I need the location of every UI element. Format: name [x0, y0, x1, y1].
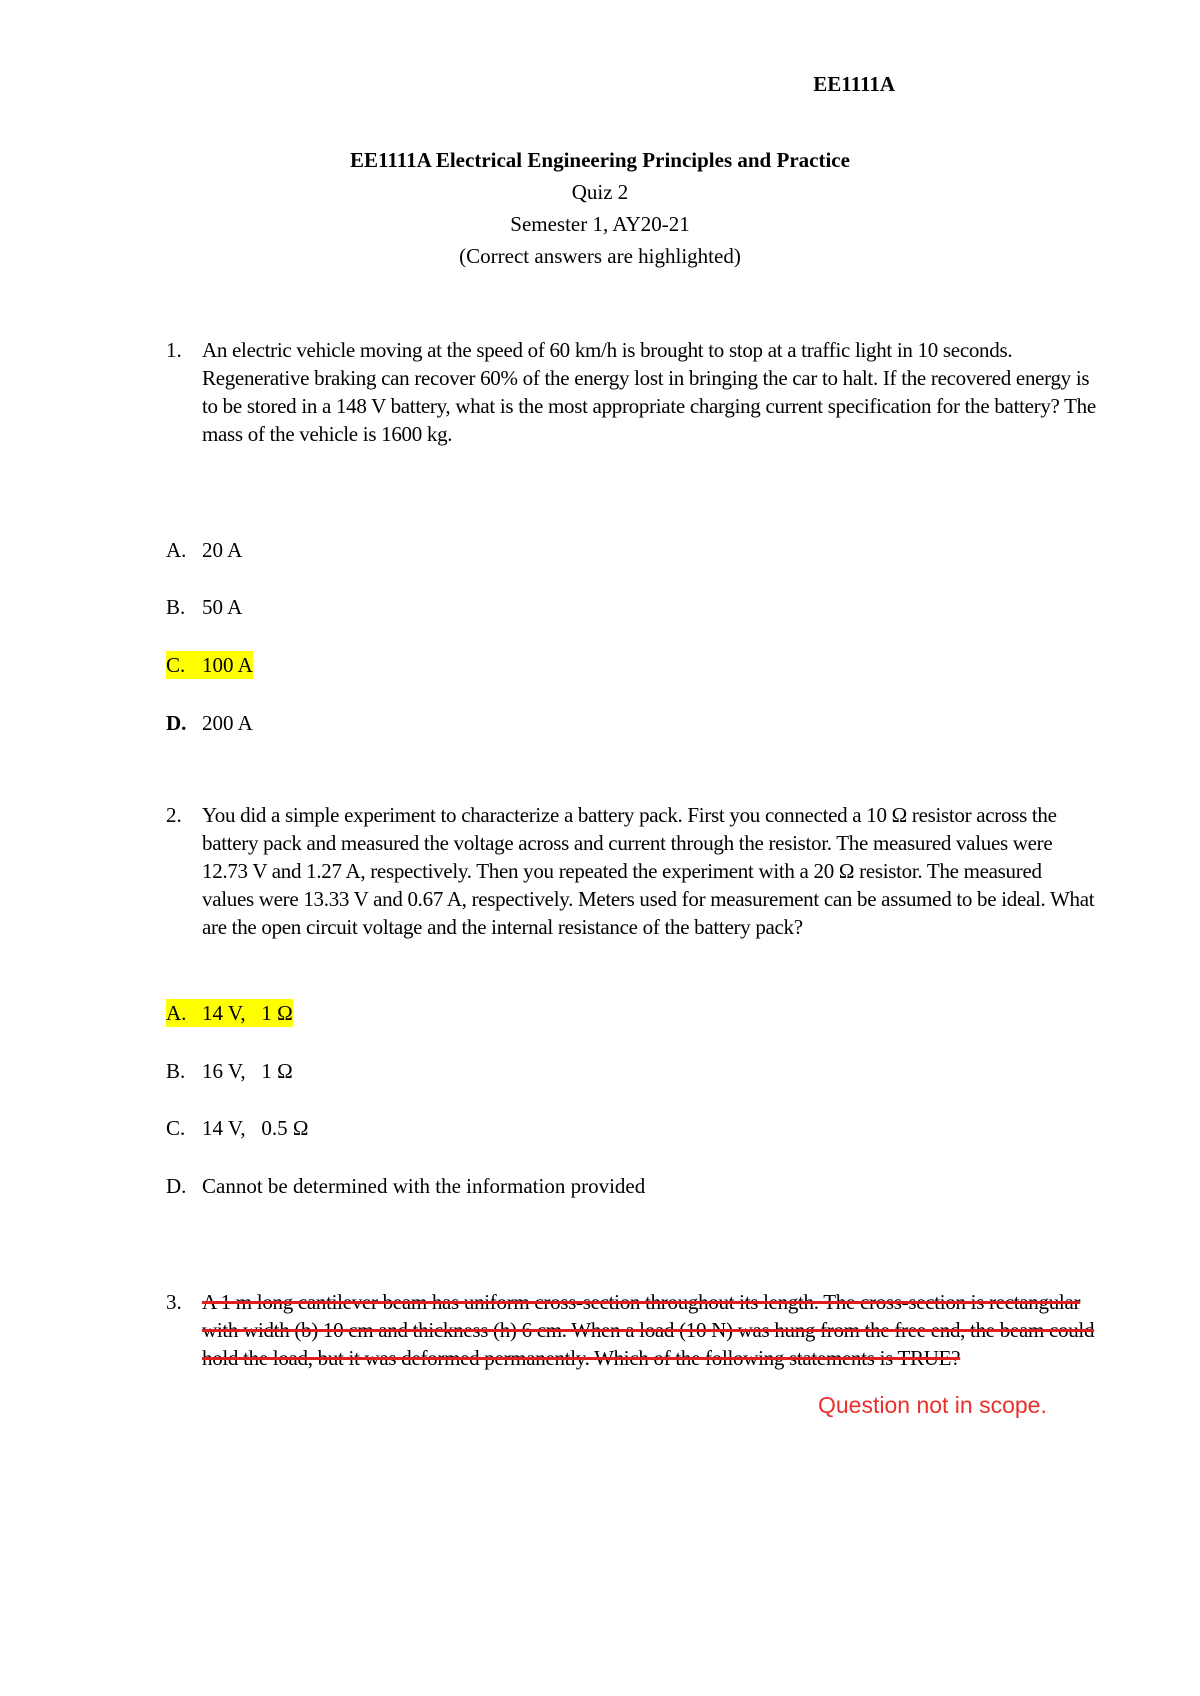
- option-letter: D.: [166, 711, 187, 735]
- option-letter: C.: [166, 653, 186, 677]
- option-letter: B.: [166, 1059, 186, 1083]
- out-of-scope-annotation: Question not in scope.: [818, 1392, 1047, 1418]
- q1-option-d: [166, 709, 253, 737]
- quiz-label: Quiz 2: [571, 180, 629, 204]
- option-text: 100 A: [202, 653, 253, 677]
- question-number: 2.: [166, 803, 182, 827]
- option-text: 20 A: [202, 538, 243, 562]
- question-1: [166, 336, 1096, 448]
- option-text: Cannot be determined with the information provided: [202, 1174, 646, 1198]
- option-text: 16 V, 1 Ω: [202, 1059, 293, 1083]
- correct-answer-highlight: [166, 999, 293, 1027]
- question-2: [166, 801, 1095, 941]
- option-letter: A.: [166, 538, 187, 562]
- q2-option-d: [166, 1172, 645, 1200]
- q1-option-a: [166, 536, 242, 564]
- option-letter: A.: [166, 1001, 187, 1025]
- option-letter: D.: [166, 1174, 187, 1198]
- question-number: 1.: [166, 338, 182, 362]
- answer-note: (Correct answers are highlighted): [459, 244, 741, 268]
- question-text: An electric vehicle moving at the speed of 60 km/h is brought to stop at a traffic light in 10 seconds. Regenerative braking can recover 60% of the energy lost in bringing the car to halt. If the recovered energy is to be stored in a 148 V battery, what is the most appropriate charging current specification for the battery? The mass of the vehicle is 1600 kg.: [202, 338, 1096, 446]
- question-text: You did a simple experiment to characterize a battery pack. First you connected a 10 Ω resistor across the battery pack and measured the voltage across and current through the resistor. The measured values were 12.73 V and 1.27 A, respectively. Then you repeated the experiment with a 20 Ω resistor. The measured values were 13.33 V and 0.67 A, respectively. Meters used for measurement can be assumed to be ideal. What are the open circuit voltage and the internal resistance of the battery pack?: [202, 803, 1095, 939]
- option-letter: B.: [166, 595, 186, 619]
- semester-label: Semester 1, AY20-21: [510, 212, 690, 236]
- q1-option-c-correct: [166, 651, 253, 679]
- question-text-struck: A 1 m long cantilever beam has uniform cross-section throughout its length. The cross-section is rectangular with width (b) 10 cm and thickness (h) 6 cm. When a load (10 N) was hung from the free end, the beam could hold the load, but it was deformed permanently. Which of the following statements is TRUE?: [202, 1290, 1095, 1370]
- option-text: 14 V, 0.5 Ω: [202, 1116, 309, 1140]
- q2-option-a-correct: [166, 999, 293, 1027]
- question-3-struck: [166, 1288, 1095, 1372]
- course-code-header: EE1111A: [813, 72, 895, 96]
- document-title: EE1111A Electrical Engineering Principles and Practice: [350, 148, 850, 172]
- option-text: 200 A: [202, 711, 253, 735]
- option-letter: C.: [166, 1116, 186, 1140]
- title-block: [0, 144, 1200, 272]
- question-number: 3.: [166, 1290, 182, 1314]
- option-text: 50 A: [202, 595, 243, 619]
- q2-option-c: [166, 1114, 308, 1142]
- q1-option-b: [166, 593, 242, 621]
- q2-option-b: [166, 1057, 293, 1085]
- correct-answer-highlight: [166, 651, 253, 679]
- option-text: 14 V, 1 Ω: [202, 1001, 293, 1025]
